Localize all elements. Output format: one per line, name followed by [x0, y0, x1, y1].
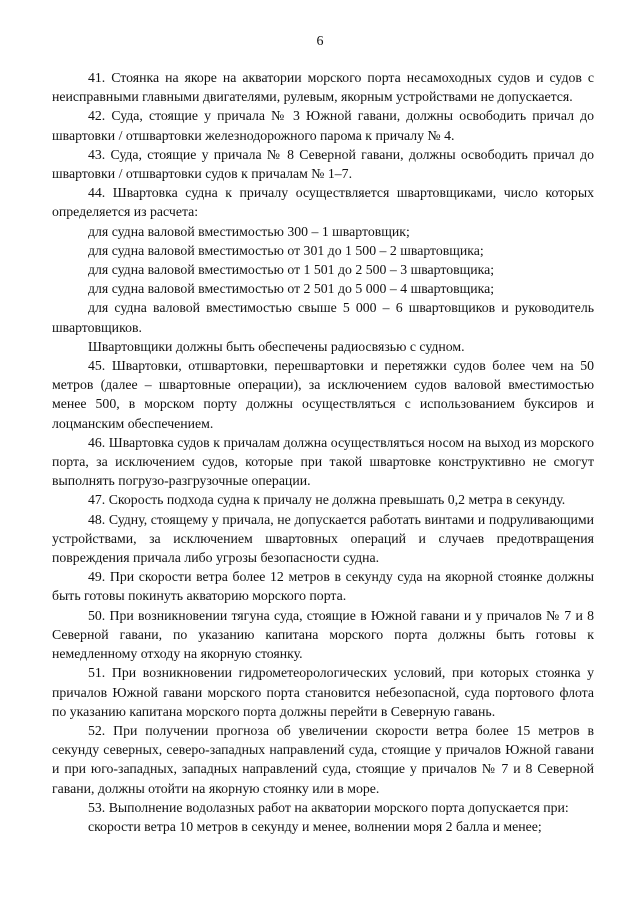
paragraph-50: 50. При возникновении тягуна суда, стоящие в Южной гавани и у причалов № 7 и 8 Северной гавани, по указанию капитана морского порта должны быть готовы к немедленному отходу на якорную стоянку.	[52, 607, 594, 662]
paragraph-44: 44. Швартовка судна к причалу осуществляется швартовщиками, число которых определяется из расчета:	[52, 185, 594, 220]
paragraph-43: 43. Суда, стоящие у причала № 8 Северной гавани, должны освободить причал до швартовки / отшвартовки судов к причалам № 1–7.	[52, 146, 594, 182]
paragraph-47: 47. Скорость подхода судна к причалу не должна превышать 0,2 метра в секунду.	[88, 492, 566, 508]
paragraph-51: 51. При возникновении гидрометеорологических условий, при которых стоянка у причалов Южной гавани морского порта становится небезопасной, суда портового флота по указанию капитана морского порта должны перейти в Северную гавань.	[52, 665, 594, 719]
list-item: для судна валовой вместимостью 300 – 1 швартовщик;	[88, 223, 410, 239]
paragraph-53: 53. Выполнение водолазных работ на акватории морского порта допускается при:	[88, 799, 569, 815]
paragraph-42: 42. Суда, стоящие у причала № 3 Южной гавани, должны освободить причал до швартовки / отшвартовки железнодорожного парома к причалу № 4.	[52, 108, 594, 143]
list-item: для судна валовой вместимостью свыше 5 000 – 6 швартовщиков и руководитель швартовщиков.	[52, 300, 594, 335]
paragraph-46: 46. Швартовка судов к причалам должна осуществляться носом на выход из морского порта, за исключением судов, которые при такой швартовке конструктивно не смогут выполнять погрузо-разгрузочные операции.	[52, 434, 594, 489]
page-number: 6	[316, 34, 324, 49]
paragraph-48: 48. Судну, стоящему у причала, не допускается работать винтами и подруливающими устройствами, за исключением швартовных операций и случаев предотвращения повреждения причала либо угрозы безопасности судна.	[52, 511, 594, 566]
paragraph-44-note: Швартовщики должны быть обеспечены радиосвязью с судном.	[88, 338, 465, 354]
list-item: скорости ветра 10 метров в секунду и менее, волнении моря 2 балла и менее;	[88, 818, 542, 834]
list-item: для судна валовой вместимостью от 301 до 1 500 – 2 швартовщика;	[88, 242, 484, 258]
list-item: для судна валовой вместимостью от 2 501 до 5 000 – 4 швартовщика;	[88, 281, 495, 297]
paragraph-45: 45. Швартовки, отшвартовки, перешвартовки и перетяжки судов более чем на 50 метров (далее – швартовные операции), за исключением судов валовой вместимостью менее 500, в морском порту должны осуществляться с использованием буксиров и лоцманским обеспечением.	[52, 358, 594, 431]
paragraph-49: 49. При скорости ветра более 12 метров в секунду суда на якорной стоянке должны быть готовы покинуть акваторию морского порта.	[52, 569, 594, 604]
paragraph-52: 52. При получении прогноза об увеличении скорости ветра более 15 метров в секунду северных, северо-западных направлений суда, стоящие у причалов Южной гавани и при юго-западных, западных направлений суда, стоящие у причалов № 7 и 8 Северной гавани, должны отойти на якорную стоянку или в море.	[52, 722, 594, 796]
document-body	[52, 68, 594, 836]
paragraph-41: 41. Стоянка на якоре на акватории морского порта несамоходных судов и судов с неисправными главными двигателями, рулевым, якорным устройствами не допускается.	[52, 70, 594, 105]
list-item: для судна валовой вместимостью от 1 501 до 2 500 – 3 швартовщика;	[88, 262, 495, 278]
